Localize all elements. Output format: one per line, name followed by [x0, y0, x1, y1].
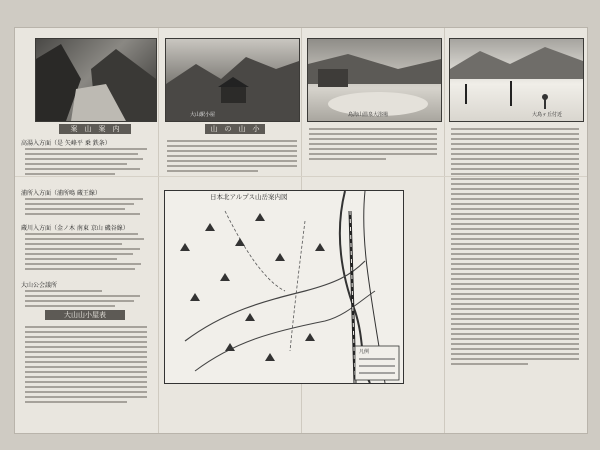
article-text-block — [167, 140, 297, 175]
article-text-block — [309, 128, 437, 163]
mountain-photo-shape — [36, 39, 156, 121]
mountain-hut-shape — [166, 39, 299, 121]
schedule-heading: 大山公会議所 — [21, 282, 58, 289]
route-heading: 蔵川入方面（金ノ木 南東 京山 磯谷線） — [21, 225, 129, 232]
photo-caption: 大山駅小屋 — [190, 112, 216, 118]
panel-title: 案 山 案 内 — [59, 124, 131, 134]
panel-title: 山 の 山 小 — [205, 124, 265, 134]
mountain-hut-photo — [165, 38, 300, 122]
map-legend-label: 凡例 — [359, 349, 370, 355]
hot-spring-shape — [308, 39, 441, 121]
ski-slope-shape — [450, 39, 583, 121]
route-heading: 浦所入方面（浦所鳴 蔵王線） — [21, 190, 101, 197]
route-text-block — [25, 198, 153, 218]
route-text-block — [25, 148, 153, 178]
mountain-photo — [35, 38, 157, 122]
route-text-block — [25, 233, 153, 273]
photo-caption: 鳥海山温泉大浴場 — [348, 112, 389, 118]
fold-line — [444, 28, 445, 433]
schedule-text-block — [25, 290, 153, 310]
panel-title: 大山山小屋表 — [45, 310, 125, 320]
route-heading: 高湯入方面（是 矢峰平 乗 鉄条） — [21, 140, 111, 147]
article-text-block — [451, 128, 579, 368]
fold-line — [158, 28, 159, 433]
photo-caption: 大鳥ヶ丘付近 — [532, 112, 563, 118]
timetable-block — [25, 326, 153, 406]
ski-slope-photo — [449, 38, 584, 122]
hot-spring-photo — [307, 38, 442, 122]
route-map — [164, 190, 404, 384]
map-title: 日本北アルプス山岳案内図 — [210, 193, 288, 201]
